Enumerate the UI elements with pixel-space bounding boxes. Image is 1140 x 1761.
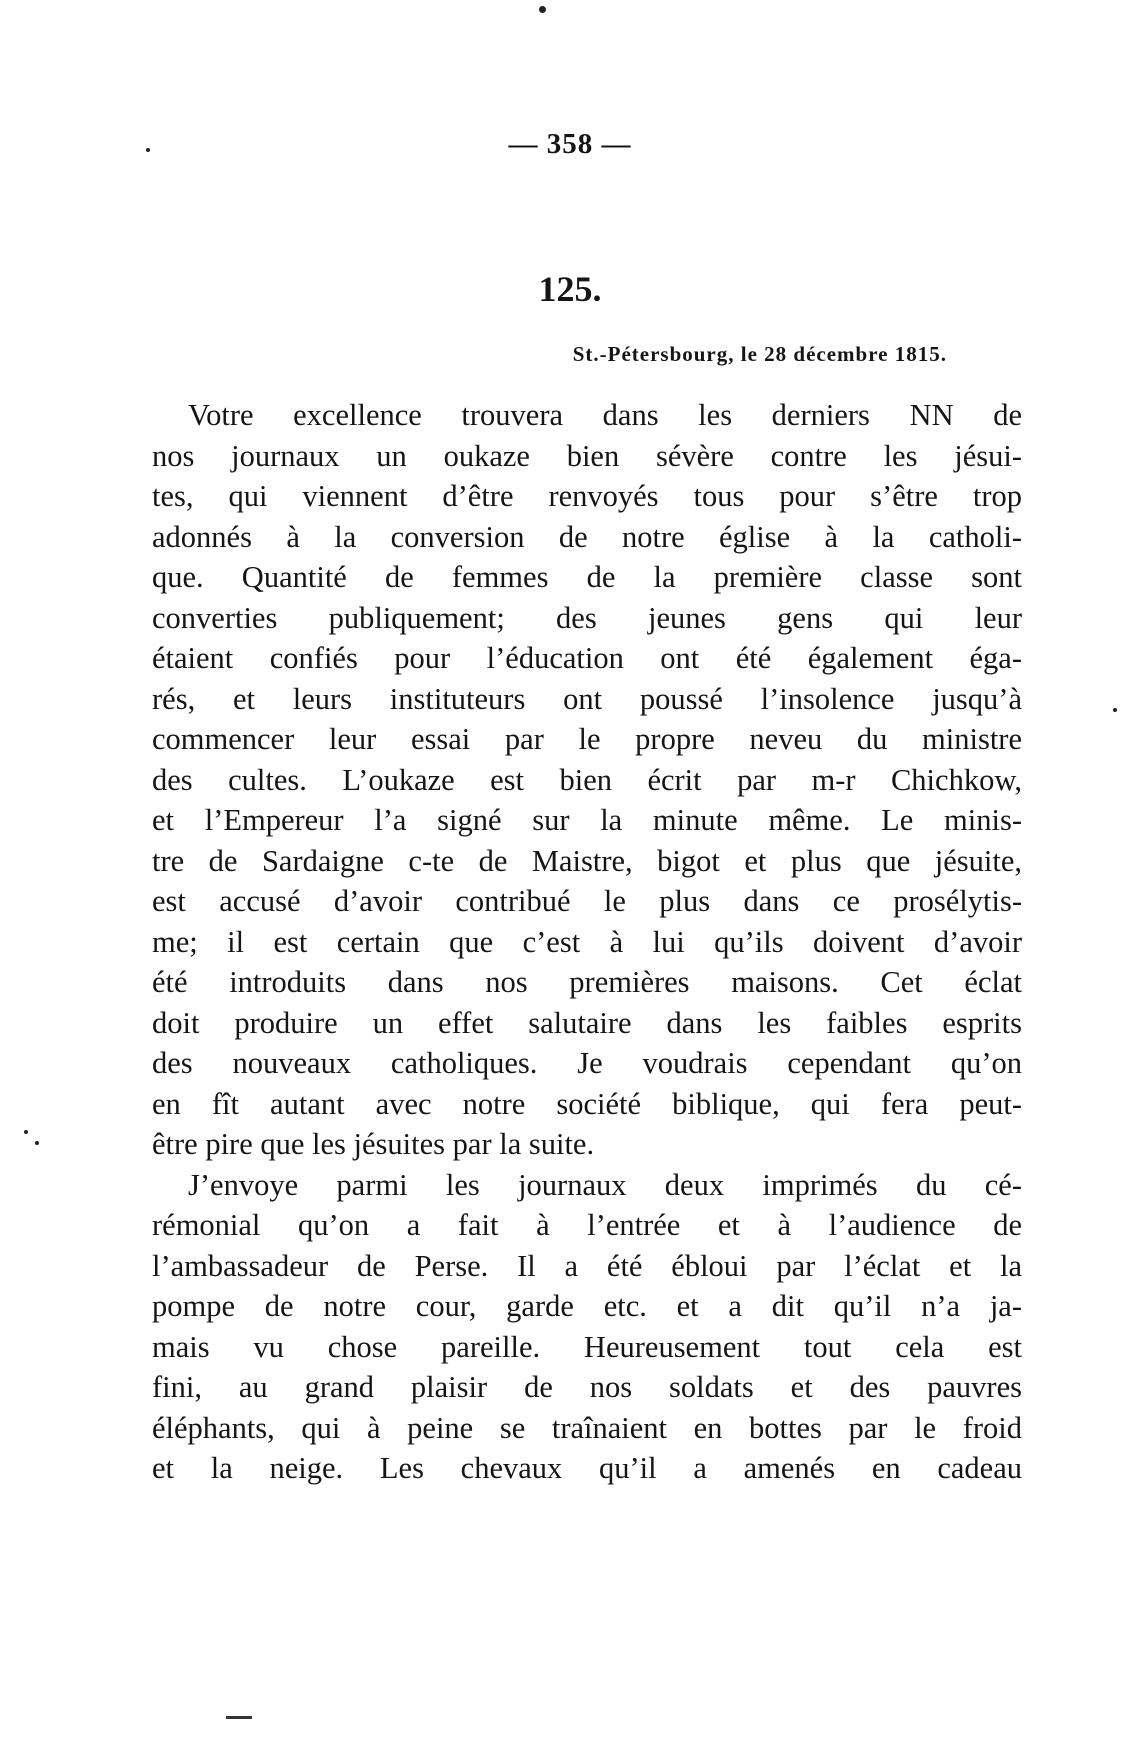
text-line: nos journaux un oukaze bien sévère contre les jésui- — [152, 438, 1022, 473]
scan-speck — [35, 1141, 39, 1145]
text-line: rés, et leurs instituteurs ont poussé l’insolence jusqu’à — [152, 681, 1022, 716]
scan-speck — [1113, 708, 1117, 712]
text-line: et la neige. Les chevaux qu’il a amenés en cadeau — [152, 1451, 1022, 1485]
text-line: fini, au grand plaisir de nos soldats et des pauvres — [152, 1370, 1022, 1404]
text-line: en fît autant avec notre société biblique, qui fera peut- — [152, 1086, 1022, 1121]
text-line: être pire que les jésuites par la suite. — [152, 1127, 595, 1161]
text-line: Votre excellence trouvera dans les derniers NN de — [188, 398, 1022, 432]
text-line: converties publiquement; des jeunes gens qui leur — [152, 600, 1022, 635]
text-line: éléphants, qui à peine se traînaient en bottes par le froid — [152, 1410, 1022, 1445]
letter-place-date: St.-Pétersbourg, le 28 décembre 1815. — [572, 342, 947, 366]
scan-dash-mark — [226, 1716, 252, 1719]
text-line: adonnés à la conversion de notre église à la catholi- — [152, 519, 1022, 554]
paragraph-1 — [152, 395, 1022, 1165]
text-line: et l’Empereur l’a signé sur la minute même. Le minis- — [152, 803, 1022, 837]
text-line: mais vu chose pareille. Heureusement tout cela est — [152, 1329, 1022, 1364]
scan-speck — [539, 6, 546, 13]
text-line: que. Quantité de femmes de la première classe sont — [152, 560, 1022, 594]
scan-speck — [24, 1130, 28, 1134]
text-line: me; il est certain que c’est à lui qu’ils doivent d’avoir — [152, 924, 1022, 959]
text-line: des nouveaux catholiques. Je voudrais cependant qu’on — [152, 1046, 1022, 1080]
text-line: tre de Sardaigne c-te de Maistre, bigot et plus que jésuite, — [152, 843, 1022, 878]
text-line: étaient confiés pour l’éducation ont été également éga- — [152, 641, 1022, 675]
text-line: doit produire un effet salutaire dans les faibles esprits — [152, 1005, 1022, 1040]
text-line: été introduits dans nos premières maisons. Cet éclat — [152, 965, 1022, 999]
text-line: rémonial qu’on a fait à l’entrée et à l’audience de — [152, 1208, 1022, 1242]
text-line: des cultes. L’oukaze est bien écrit par m-r Chichkow, — [152, 762, 1022, 797]
paragraph-2 — [152, 1165, 1022, 1489]
text-line: pompe de notre cour, garde etc. et a dit qu’il n’a ja- — [152, 1289, 1022, 1323]
letter-body — [152, 395, 1022, 1489]
text-line: tes, qui viennent d’être renvoyés tous pour s’être trop — [152, 479, 1022, 513]
letter-number: 125. — [538, 269, 602, 309]
scan-speck — [146, 148, 150, 152]
text-line: est accusé d’avoir contribué le plus dans ce prosélytis- — [152, 884, 1022, 918]
text-line: J’envoye parmi les journaux deux imprimés du cé- — [188, 1167, 1022, 1202]
text-line: commencer leur essai par le propre neveu du ministre — [152, 722, 1022, 756]
page-number: — 358 — — [508, 128, 632, 160]
text-line: l’ambassadeur de Perse. Il a été ébloui par l’éclat et la — [152, 1248, 1022, 1283]
